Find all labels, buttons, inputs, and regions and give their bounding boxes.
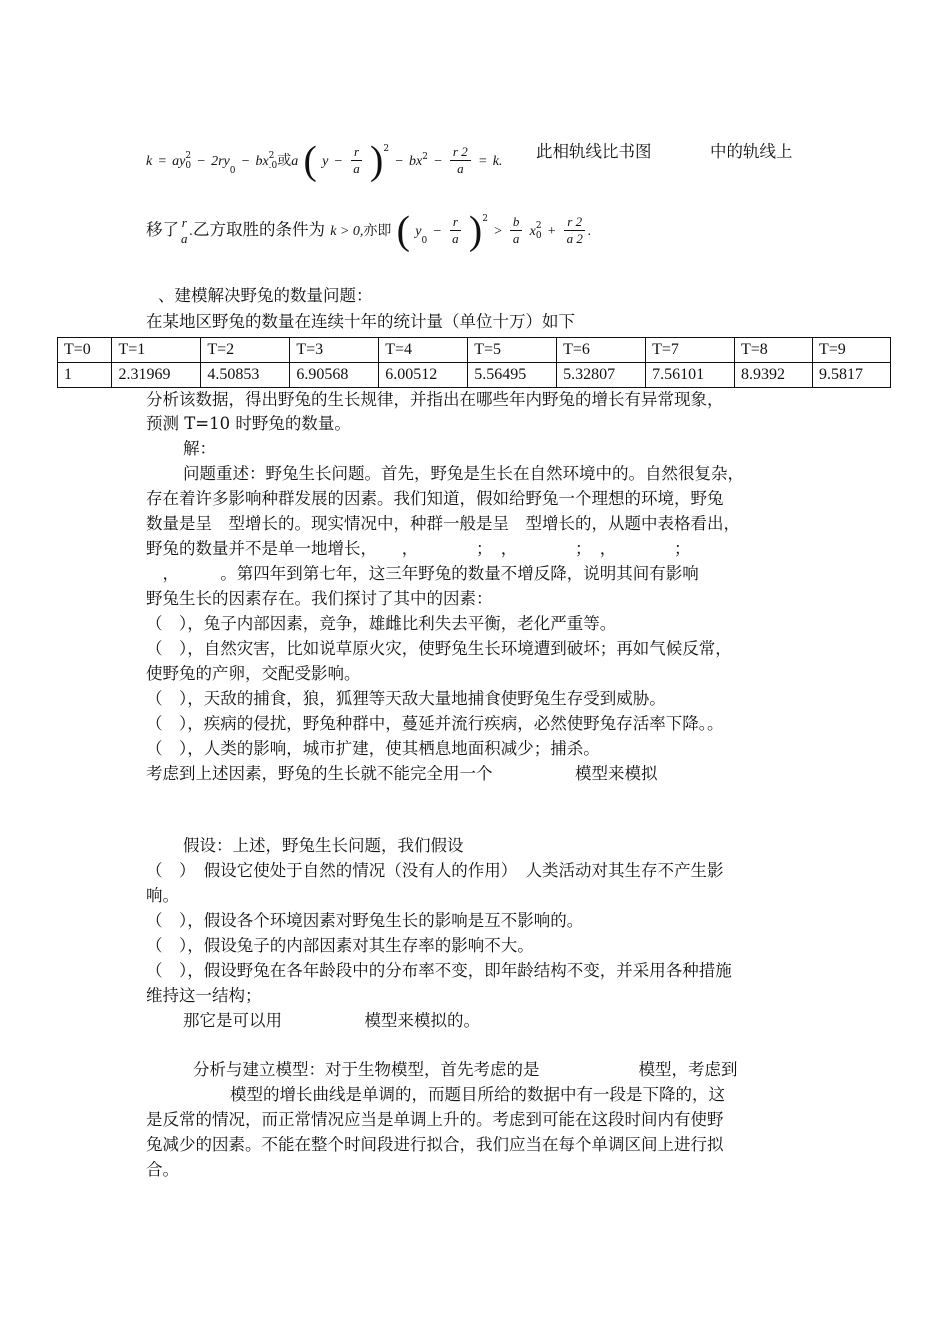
formula-dot: .: [189, 224, 193, 239]
table-row: [58, 363, 891, 388]
paragraph-line: （ ），兔子内部因素，竞争，雄雌比利失去平衡，老化严重等。: [146, 614, 617, 633]
table-cell: T=7: [646, 338, 735, 363]
paragraph-line: （ ） 假设它使处于自然的情况（没有人的作用） 人类活动对其生存不产生影: [146, 861, 724, 880]
table-cell: T=0: [58, 338, 112, 363]
formula-condition: k > 0,: [330, 224, 364, 239]
table-cell: 7.56101: [646, 363, 735, 388]
formula-minus: −: [394, 154, 404, 169]
paragraph-line: 存在着许多影响种群发展的因素。我们知道，假如给野兔一个理想的环境，野兔: [146, 489, 724, 508]
formula-lead: 移了: [146, 220, 179, 239]
table-cell: T=4: [379, 338, 468, 363]
formula-sup: 2: [268, 150, 275, 161]
formula-sub: 0: [535, 230, 542, 241]
formula-term: y: [322, 154, 329, 169]
formula-sup: 2: [185, 150, 192, 161]
right-paren: ): [370, 137, 384, 183]
table-cell: 1: [58, 363, 112, 388]
formula-fraction: [450, 144, 471, 177]
formula-line-2: [146, 206, 591, 254]
paragraph-line: 兔减少的因素。不能在整个时间段进行拟合，我们应当在每个单调区间上进行拟: [146, 1135, 724, 1154]
paragraph-line: 解：: [183, 439, 216, 458]
table-cell: 2.31969: [112, 363, 201, 388]
fraction-denominator: a: [181, 230, 188, 246]
formula-term: 2ry: [211, 154, 230, 169]
formula-tail-1: 此相轨线比书图: [536, 142, 652, 161]
formula-fraction: [564, 214, 586, 247]
paragraph-line: （ ），疾病的侵扰，野兔种群中，蔓延并流行疾病，必然使野兔存活率下降。。: [146, 714, 724, 733]
formula-equals: =: [157, 154, 167, 169]
paragraph-line: 模型的增长曲线是单调的，而题目所给的数据中有一段是下降的，这: [230, 1085, 725, 1104]
formula-sub: 0: [185, 160, 192, 171]
formula-equals: =: [477, 154, 488, 169]
paragraph-line: 响。: [146, 886, 179, 905]
formula-minus: −: [333, 154, 343, 169]
fraction-numerator: b: [510, 214, 523, 231]
table-cell: 5.32807: [557, 363, 646, 388]
formula-minus: −: [240, 154, 251, 169]
formula-gt: >: [493, 224, 503, 239]
paragraph-line: 问题重述：野兔生长问题。首先，野兔是生长在自然环境中的。自然很复杂，: [183, 464, 744, 483]
table-cell: T=8: [735, 338, 813, 363]
paragraph-line: 考虑到上述因素，野兔的生长就不能完全用一个 模型来模拟: [146, 764, 658, 783]
left-paren: (: [396, 207, 410, 253]
paragraph-line: 预测 T=10 时野兔的数量。: [146, 414, 351, 433]
table-cell: 4.50853: [201, 363, 290, 388]
paragraph-line: （ ），假设各个环境因素对野兔生长的影响是互不影响的。: [146, 911, 584, 930]
formula-sub: 0: [421, 236, 428, 246]
formula-term: bx: [255, 154, 269, 169]
formula-or: 或: [277, 153, 292, 169]
formula-sup: 2: [535, 220, 542, 231]
table-header-row: [58, 338, 891, 363]
fraction-denominator: a: [452, 231, 459, 246]
formula-dot: .: [587, 224, 592, 239]
paragraph-line: 野兔生长的因素存在。我们探讨了其中的因素：: [146, 589, 493, 608]
fraction-numerator: r: [351, 144, 362, 161]
formula-minus: −: [432, 224, 442, 239]
formula-script: [269, 151, 278, 171]
paragraph-line: 维持这一结构；: [146, 986, 262, 1005]
rabbit-population-table: [57, 337, 891, 388]
paragraph-line: 数量是呈 型增长的。现实情况中，种群一般是呈 型增长的，从题中表格看出，: [146, 514, 740, 533]
table-cell: T=9: [812, 338, 890, 363]
table-cell: T=2: [201, 338, 290, 363]
fraction-numerator: r 2: [450, 144, 471, 161]
paragraph-line: 是反常的情况，而正常情况应当是单调上升的。考虑到可能在这段时间内有使野: [146, 1110, 724, 1129]
formula-yiji: 亦即: [363, 223, 392, 239]
paragraph-line: （ ），自然灾害，比如说草原火灾，使野兔生长环境遭到破坏；再如气候反常，: [146, 639, 732, 658]
paragraph-line: 使野兔的产卵，交配受影响。: [146, 664, 361, 683]
table-cell: T=3: [290, 338, 379, 363]
formula-minus: −: [433, 154, 443, 169]
formula-sup: 2: [422, 152, 428, 162]
paragraph-line: 那它是可以用 模型来模拟的。: [183, 1011, 480, 1030]
fraction-numerator: r: [450, 214, 461, 231]
formula-sub: 0: [229, 166, 236, 176]
paragraph-line: （ ），假设兔子的内部因素对其生存率的影响不大。: [146, 936, 534, 955]
formula-fraction: [181, 215, 188, 247]
table-cell: 8.9392: [735, 363, 813, 388]
paragraph-line: 分析与建立模型：对于生物模型，首先考虑的是 模型，考虑到: [193, 1060, 738, 1079]
fraction-numerator: r: [181, 214, 187, 230]
left-paren: (: [303, 137, 317, 183]
formula-k: k: [146, 154, 153, 169]
formula-term: ay: [172, 154, 186, 169]
formula-text: 乙方取胜的条件为: [193, 220, 325, 239]
paragraph-line: （ ），天敌的捕食，狼，狐狸等天敌大量地捕食使野兔生存受到威胁。: [146, 689, 666, 708]
formula-fraction: [510, 214, 523, 247]
formula-term: x: [529, 224, 536, 239]
paragraph-line: （ ），人类的影响，城市扩建，使其栖息地面积减少；捕杀。: [146, 739, 600, 758]
fraction-denominator: a: [353, 161, 360, 176]
section-title: 、建模解决野兔的数量问题：: [158, 286, 373, 305]
formula-plus: +: [546, 224, 557, 239]
formula-term: bx: [409, 154, 423, 169]
table-cell: 6.90568: [290, 363, 379, 388]
paragraph-line: 假设：上述，野兔生长问题，我们假设: [183, 836, 464, 855]
fraction-numerator: r 2: [564, 214, 585, 231]
fraction-denominator: a 2: [566, 231, 583, 246]
formula-sub: .0: [268, 160, 278, 171]
formula-term: y: [415, 224, 422, 239]
paragraph-line: （ ），假设野兔在各年龄段中的分布率不变，即年龄结构不变，并采用各种措施: [146, 961, 732, 980]
table-cell: T=5: [468, 338, 557, 363]
table-cell: T=6: [557, 338, 646, 363]
formula-script: [536, 221, 542, 241]
formula-sup: 2: [383, 144, 390, 154]
table-cell: 5.56495: [468, 363, 557, 388]
paragraph-line: 分析该数据，得出野兔的生长规律，并指出在哪些年内野兔的增长有异常现象，: [146, 390, 724, 409]
formula-term: a: [291, 154, 299, 169]
formula-tail-2: 中的轨线上: [710, 142, 793, 161]
formula-fraction: [449, 214, 462, 247]
table-cell: T=1: [112, 338, 201, 363]
paragraph-line: ， 。第四年到第七年，这三年野兔的数量不增反降，说明其间有影响: [146, 564, 699, 583]
formula-dot: .: [498, 154, 503, 169]
fraction-denominator: a: [512, 231, 520, 246]
fraction-denominator: a: [457, 161, 464, 176]
paragraph-line: 合。: [146, 1160, 179, 1179]
table-cell: 9.5817: [812, 363, 890, 388]
table-cell: 6.00512: [379, 363, 468, 388]
paragraph-line: 野兔的数量并不是单一地增长， ， ； ， ； ， ；: [146, 539, 691, 558]
right-paren: ): [468, 207, 483, 253]
formula-k: k: [492, 154, 499, 169]
formula-fraction: [350, 144, 363, 177]
formula-sup: 2: [482, 214, 488, 224]
formula-minus: −: [196, 154, 206, 169]
formula-script: [185, 151, 191, 171]
intro-text: 在某地区野兔的数量在连续十年的统计量（单位十万）如下: [146, 312, 575, 331]
formula-line-1: [146, 138, 502, 182]
